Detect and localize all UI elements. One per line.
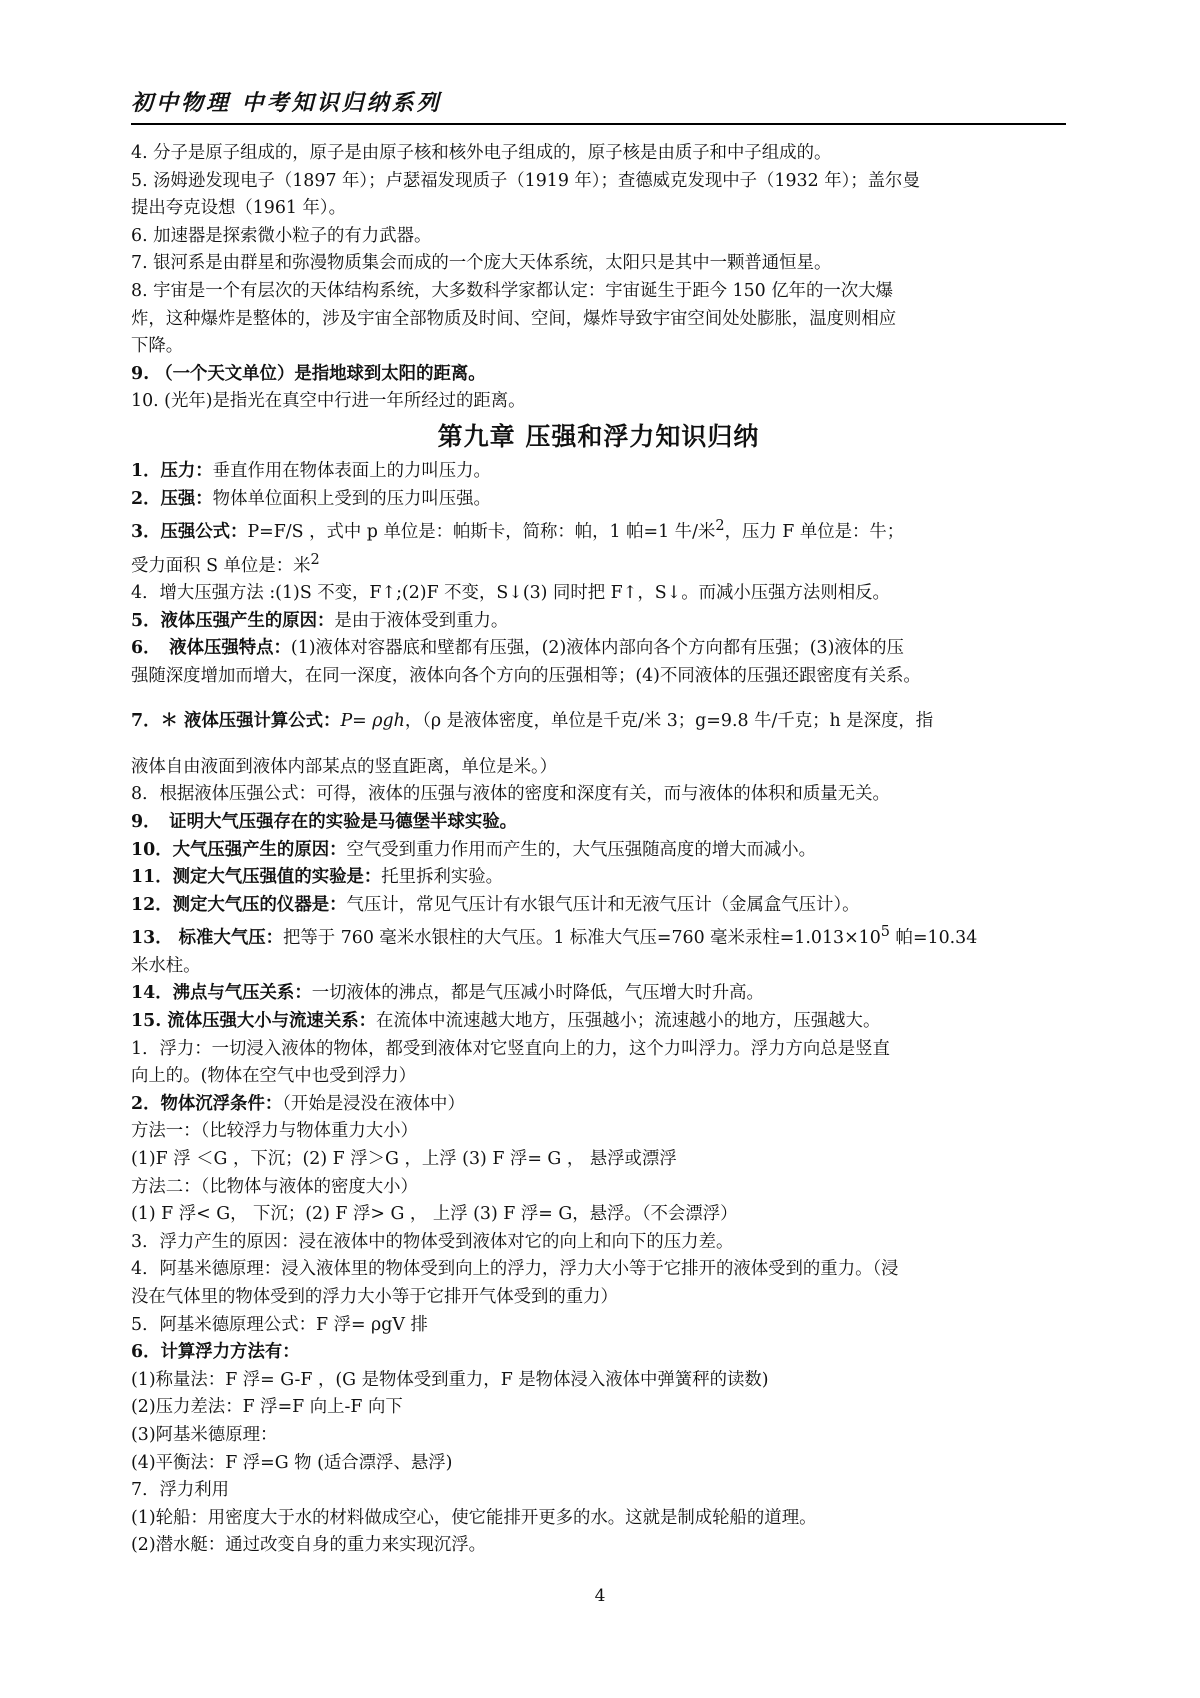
item-label: 3．压强公式： <box>131 521 248 542</box>
item-text: 垂直作用在物体表面上的力叫压力。 <box>212 460 491 481</box>
text-line: 7. 银河系是由群星和弥漫物质集会而成的一个庞大天体系统，太阳只是其中一颗普通恒星。 <box>131 253 832 274</box>
text-line: 下降。 <box>131 336 184 357</box>
buoyancy-6-1: (1)称量法：F 浮= G-F ，(G 是物体受到重力，F 是物体浸入液体中弹簧秤的读数) <box>131 1369 769 1390</box>
formula: P= ρgh <box>340 711 405 732</box>
item-text: 是由于液体受到重力。 <box>334 610 509 631</box>
item-text: 受力面积 S 单位是：米 <box>131 555 311 576</box>
text-line: 5. 汤姆逊发现电子（1897 年）；卢瑟福发现质子（1919 年）；查德威克发现中子（1932 年）；盖尔曼 <box>131 170 920 191</box>
buoyancy-4-cont: 没在气体里的物体受到的浮力大小等于它排开气体受到的重力） <box>131 1286 618 1307</box>
item-label: 7．＊ 液体压强计算公式： <box>131 711 341 732</box>
item-6-cont: 强随深度增加而增大，在同一深度，液体向各个方向的压强相等；(4)不同液体的压强还跟密度有关系。 <box>131 665 921 686</box>
item-label: 10．大气压强产生的原因： <box>131 839 347 860</box>
item-text: 空气受到重力作用而产生的，大气压强随高度的增大而减小。 <box>346 839 817 860</box>
text-line: 9. （一个天文单位）是指地球到太阳的距离。 <box>131 363 486 384</box>
buoyancy-6-3: (3)阿基米德原理： <box>131 1424 278 1445</box>
item-1 <box>131 458 1066 486</box>
buoyancy-6: 6．计算浮力方法有： <box>131 1342 300 1363</box>
item-5 <box>131 608 1066 636</box>
superscript: 2 <box>715 518 725 535</box>
item-label: 15. 流体压强大小与流速关系： <box>131 1011 376 1032</box>
item-13 <box>131 919 1066 952</box>
item-label: 5．液体压强产生的原因： <box>131 610 335 631</box>
item-4: 4．增大压强方法 :(1)S 不变，F↑;(2)F 不变，S↓(3) 同时把 F↑，S↓。而减小压强方法则相反。 <box>131 582 890 603</box>
item-label: 11．测定大气压强值的实验是： <box>131 867 382 888</box>
running-header: 初中物理 中考知识归纳系列 <box>131 86 1066 125</box>
item-label: 2．物体沉浮条件： <box>131 1093 283 1114</box>
page-number: 4 <box>594 1586 606 1606</box>
item-7 <box>131 708 1066 736</box>
item-14 <box>131 980 1066 1008</box>
text-line: 提出夸克设想（1961 年）。 <box>131 198 346 219</box>
text-line: 炸，这种爆炸是整体的，涉及宇宙全部物质及时间、空间，爆炸导致宇宙空间处处膨胀，温度则相应 <box>131 308 897 329</box>
page-content <box>131 140 1066 1560</box>
method-1-title: 方法一：（比较浮力与物体重力大小） <box>131 1121 418 1142</box>
item-13-cont: 米水柱。 <box>131 955 201 976</box>
item-11 <box>131 864 1066 892</box>
item-label: 2．压强： <box>131 488 213 509</box>
item-label: 6． 液体压强特点： <box>131 638 291 659</box>
superscript: 2 <box>310 551 320 568</box>
item-3 <box>131 513 1066 546</box>
item-text: 气压计，常见气压计有水银气压计和无液气压计（金属盒气压计）。 <box>346 894 860 915</box>
buoyancy-7: 7．浮力利用 <box>131 1480 230 1501</box>
item-6 <box>131 635 1066 663</box>
buoyancy-7-2: (2)潜水艇：通过改变自身的重力来实现沉浮。 <box>131 1535 487 1556</box>
item-2 <box>131 486 1066 514</box>
method-2-line: (1) F 浮< G， 下沉；(2) F 浮> G ， 上浮 (3) F 浮= G，悬浮。（不会漂浮） <box>131 1204 738 1225</box>
text-line: 10. (光年)是指光在真空中行进一年所经过的距离。 <box>131 391 526 412</box>
item-text: ，压力 F 单位是：牛； <box>724 521 905 542</box>
method-2-title: 方法二：（比物体与液体的密度大小） <box>131 1176 418 1197</box>
item-3-cont <box>131 547 1066 580</box>
buoyancy-4: 4．阿基米德原理：浸入液体里的物体受到向上的浮力，浮力大小等于它排开的液体受到的重力。（浸 <box>131 1259 899 1280</box>
item-15 <box>131 1008 1066 1036</box>
item-text: 一切液体的沸点，都是气压减小时降低，气压增大时升高。 <box>311 983 764 1004</box>
text-line: 6. 加速器是探索微小粒子的有力武器。 <box>131 225 432 246</box>
buoyancy-1: 1．浮力：一切浸入液体的物体，都受到液体对它竖直向上的力，这个力叫浮力。浮力方向总是竖直 <box>131 1038 890 1059</box>
buoyancy-1-cont: 向上的。(物体在空气中也受到浮力） <box>131 1066 417 1087</box>
item-text: （开始是浸没在液体中） <box>282 1093 465 1114</box>
buoyancy-3: 3．浮力产生的原因：浸在液体中的物体受到液体对它的向上和向下的压力差。 <box>131 1231 734 1252</box>
item-text: 物体单位面积上受到的压力叫压强。 <box>212 488 491 509</box>
item-label: 1．压力： <box>131 460 213 481</box>
item-text: 在流体中流速越大地方，压强越小；流速越小的地方，压强越大。 <box>376 1011 881 1032</box>
item-text: 帕=10.34 <box>890 928 978 949</box>
item-label: 14．沸点与气压关系： <box>131 983 312 1004</box>
item-12 <box>131 892 1066 920</box>
item-7-cont: 液体自由液面到液体内部某点的竖直距离，单位是米。） <box>131 756 558 777</box>
buoyancy-5: 5．阿基米德原理公式：F 浮= ρgV 排 <box>131 1314 428 1335</box>
item-8: 8．根据液体压强公式：可得，液体的压强与液体的密度和深度有关，而与液体的体积和质量无关。 <box>131 784 890 805</box>
item-text: 托里拆利实验。 <box>381 867 504 888</box>
text-line: 8. 宇宙是一个有层次的天体结构系统，大多数科学家都认定：宇宙诞生于距今 150 亿年的一次大爆 <box>131 280 893 301</box>
text-line: 4. 分子是原子组成的，原子是由原子核和核外电子组成的，原子核是由质子和中子组成的。 <box>131 143 832 163</box>
buoyancy-7-1: (1)轮船：用密度大于水的材料做成空心，使它能排开更多的水。这就是制成轮船的道理。 <box>131 1507 817 1528</box>
item-9: 9． 证明大气压强存在的实验是马德堡半球实验。 <box>131 812 517 833</box>
item-10 <box>131 837 1066 865</box>
buoyancy-2 <box>131 1091 1066 1119</box>
superscript: 5 <box>880 924 891 941</box>
buoyancy-6-2: (2)压力差法：F 浮=F 向上-F 向下 <box>131 1397 403 1418</box>
chapter-title: 第九章 压强和浮力知识归纳 <box>437 421 760 451</box>
item-text: ，（ρ 是液体密度，单位是千克/米 3；g=9.8 牛/千克；h 是深度，指 <box>404 711 934 732</box>
buoyancy-6-4: (4)平衡法：F 浮=G 物 (适合漂浮、悬浮) <box>131 1452 453 1473</box>
item-text: (1)液体对容器底和壁都有压强，(2)液体内部向各个方向都有压强；(3)液体的压 <box>290 638 904 659</box>
item-text: 把等于 760 毫米水银柱的大气压。1 标准大气压=760 毫米汞柱=1.013×10 <box>283 928 881 949</box>
method-1-line: (1)F 浮 ＜G ，下沉；(2) F 浮＞G ，上浮 (3) F 浮= G ， 悬浮或漂浮 <box>131 1148 677 1169</box>
item-label: 13． 标准大气压： <box>131 928 283 949</box>
item-text: P=F/S ，式中 p 单位是：帕斯卡，简称：帕，1 帕=1 牛/米 <box>247 521 716 542</box>
item-label: 12．测定大气压的仪器是： <box>131 894 347 915</box>
